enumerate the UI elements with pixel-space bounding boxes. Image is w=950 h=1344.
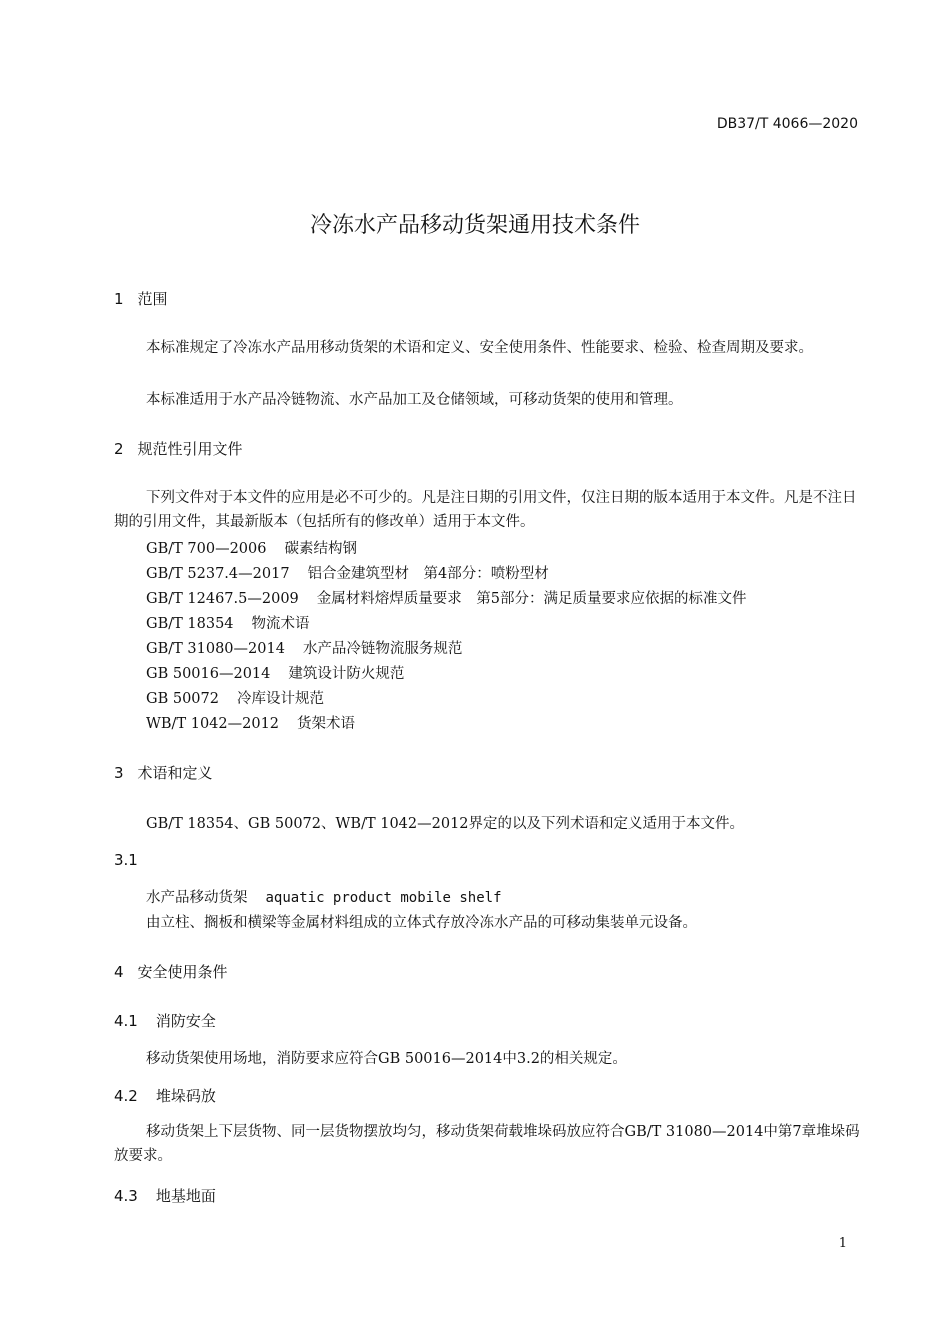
term-entry xyxy=(146,886,502,907)
section-number: 2 xyxy=(114,440,124,458)
section-number: 1 xyxy=(114,290,124,308)
section-title: 安全使用条件 xyxy=(137,963,228,981)
reference-item xyxy=(146,637,462,658)
reference-title: 碳素结构钢 xyxy=(284,541,357,557)
subsection-title: 堆垛码放 xyxy=(155,1087,216,1105)
term-number: 3.1 xyxy=(114,851,138,869)
section-title: 规范性引用文件 xyxy=(137,440,243,458)
reference-item xyxy=(146,687,324,708)
subsection-4-3-heading xyxy=(114,1185,216,1206)
reference-code: GB/T 700—2006 xyxy=(146,541,267,557)
reference-title: 货架术语 xyxy=(297,716,356,732)
reference-item xyxy=(146,712,355,733)
subsection-number: 4.3 xyxy=(114,1187,138,1205)
references-intro: 下列文件对于本文件的应用是必不可少的。凡是注日期的引用文件，仅注日期的版本适用于本文件。凡是不注日期的引用文件，其最新版本（包括所有的修改单）适用于本文件。 xyxy=(114,490,857,530)
reference-code: GB/T 12467.5—2009 xyxy=(146,591,299,607)
term-definition: 由立柱、搁板和横梁等金属材料组成的立体式存放冷冻水产品的可移动集装单元设备。 xyxy=(146,915,697,931)
reference-title: 建筑设计防火规范 xyxy=(288,666,405,682)
reference-title: 水产品冷链物流服务规范 xyxy=(302,641,463,657)
section-title: 范围 xyxy=(137,290,168,308)
reference-item xyxy=(146,662,404,683)
reference-item xyxy=(146,587,747,608)
section-3-heading xyxy=(114,762,213,783)
reference-code: GB 50072 xyxy=(146,691,219,707)
subsection-title: 消防安全 xyxy=(155,1012,216,1030)
section-2-heading xyxy=(114,438,243,459)
reference-title: 冷库设计规范 xyxy=(236,691,324,707)
scope-paragraph-2: 本标准适用于水产品冷链物流、水产品加工及仓储领域，可移动货架的使用和管理。 xyxy=(146,392,683,408)
section-number: 3 xyxy=(114,764,124,782)
fire-safety-text: 移动货架使用场地，消防要求应符合GB 50016—2014中3.2的相关规定。 xyxy=(146,1051,627,1067)
subsection-number: 4.1 xyxy=(114,1012,138,1030)
section-title: 术语和定义 xyxy=(137,764,213,782)
page-number: 1 xyxy=(838,1236,847,1251)
reference-code: GB/T 18354 xyxy=(146,616,234,632)
document-title: 冷冻水产品移动货架通用技术条件 xyxy=(309,213,640,238)
terms-intro: GB/T 18354、GB 50072、WB/T 1042—2012界定的以及下列术语和定义适用于本文件。 xyxy=(146,816,745,832)
standard-code: DB37/T 4066—2020 xyxy=(716,116,858,132)
reference-code: GB/T 5237.4—2017 xyxy=(146,566,290,582)
section-number: 4 xyxy=(114,963,124,981)
reference-code: GB 50016—2014 xyxy=(146,666,271,682)
scope-paragraph-1: 本标准规定了冷冻水产品用移动货架的术语和定义、安全使用条件、性能要求、检验、检查周期及要求。 xyxy=(146,340,813,356)
reference-item xyxy=(146,612,310,633)
section-4-heading xyxy=(114,961,228,982)
reference-item xyxy=(146,537,357,558)
reference-title: 金属材料熔焊质量要求 第5部分：满足质量要求应依据的标准文件 xyxy=(316,591,747,607)
stacking-text: 移动货架上下层货物、同一层货物摆放均匀，移动货架荷载堆垛码放应符合GB/T 31080—2014中第7章堆垛码放要求。 xyxy=(114,1124,860,1164)
term-chinese: 水产品移动货架 xyxy=(146,890,248,906)
term-english: aquatic product mobile shelf xyxy=(265,890,502,906)
reference-title: 物流术语 xyxy=(251,616,310,632)
subsection-title: 地基地面 xyxy=(155,1187,216,1205)
reference-title: 铝合金建筑型材 第4部分：喷粉型材 xyxy=(307,566,549,582)
reference-item xyxy=(146,562,549,583)
reference-code: GB/T 31080—2014 xyxy=(146,641,285,657)
section-1-heading xyxy=(114,288,168,309)
reference-code: WB/T 1042—2012 xyxy=(146,716,280,732)
subsection-4-1-heading xyxy=(114,1010,216,1031)
subsection-4-2-heading xyxy=(114,1085,216,1106)
subsection-number: 4.2 xyxy=(114,1087,138,1105)
